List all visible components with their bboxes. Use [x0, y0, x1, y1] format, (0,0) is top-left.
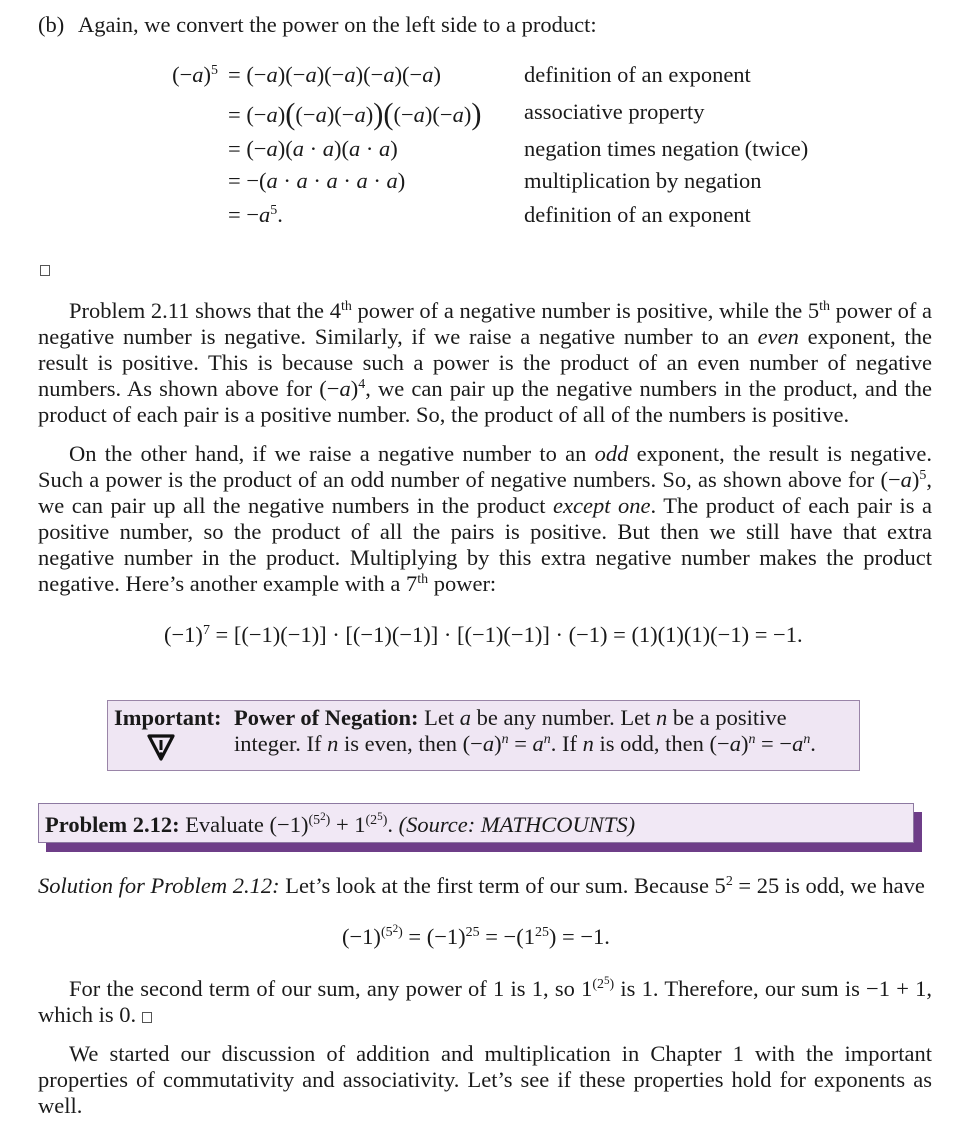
problem-statement: Problem 2.12: Evaluate $(-1)^{(5^2)} + 1^{(2^5)}$. (Source: MATHCOUNTS): [45, 810, 636, 837]
paragraph-even-exponent: Problem 2.11 shows that the 4th power of a negative number is positive, while the 5th power of a negative number is negative. Similarly, if we raise a negative number to an even exponent, the result is positive. This is because such a power is the product of an even number of negative numbers. As shown above for $(-a)^4$, we can pair up the negative numbers in the product, and the product of each pair is a positive number. So, the product of all of the numbers is positive.: [38, 298, 932, 427]
equation-seventh-power: $(-1)^7 = [(-1)(-1)] \cdot [(-1)(-1)] \cdot [(-1)(-1)] \cdot (-1) = (1)(1)(1)(-1) = -1$.: [164, 622, 803, 647]
derivation-reason: definition of an exponent: [524, 62, 751, 87]
derivation-row: [0, 202, 960, 232]
derivation-reason: multiplication by negation: [524, 168, 762, 193]
important-label: Important:: [114, 705, 222, 730]
derivation-reason: associative property: [524, 99, 705, 124]
problem-box: [38, 803, 914, 843]
derivation-reason: negation times negation (twice): [524, 136, 809, 161]
paragraph-second-term: For the second term of our sum, any power of 1 is 1, so 1$^{(2^5)}$ is 1. Therefore, our sum is −1 + 1, which is 0.: [38, 974, 933, 1027]
derivation-row: [0, 62, 960, 92]
qed-box: [40, 265, 50, 276]
problem-label: Problem 2.12:: [45, 812, 180, 837]
solution-label: Solution for Problem 2.12:: [38, 873, 280, 898]
derivation-row: [0, 99, 960, 129]
part-b-intro-text: Again, we convert the power on the left side to a product:: [78, 12, 597, 37]
paragraph-odd-exponent: On the other hand, if we raise a negative number to an odd exponent, the result is negative. Such a power is the product of an odd number of negative numbers. So, as shown above for $(-a)^5$, we can pair up all the negative numbers in the product except one. The product of each pair is a positive number, so the product of all the pairs is positive. But then we still have that extra negative number in the product. Multiplying by this extra negative number makes the product negative. Here’s another example with a 7th power:: [38, 441, 933, 596]
derivation-row: [0, 136, 960, 166]
problem-source: (Source: MATHCOUNTS): [398, 812, 636, 837]
solution: Solution for Problem 2.12: Let’s look at the first term of our sum. Because $5^2 = 25$ is odd, we have: [38, 873, 925, 898]
part-label: (b): [38, 12, 65, 37]
derivation-reason: definition of an exponent: [524, 202, 751, 227]
important-statement-line1: Power of Negation: Let a be any number. Let n be a positive: [234, 705, 787, 730]
derivation-rhs: = $-a^5$.: [228, 202, 283, 227]
derivation-rhs: = (−a)(−a)(−a)(−a)(−a): [228, 62, 441, 87]
derivation-row: [0, 168, 960, 198]
important-title: Power of Negation:: [234, 705, 419, 730]
derivation-lhs: $(-a)^5$: [172, 62, 218, 87]
derivation-rhs: = (−a)((−a)(−a))((−a)(−a)): [228, 97, 482, 131]
qed-box: [142, 1012, 152, 1023]
paragraph-closing: We started our discussion of addition and multiplication in Chapter 1 with the important properties of commutativity and associativity. Let’s see if these properties hold for exponents as well.: [38, 1041, 932, 1118]
derivation-rhs: = (−a)(a · a)(a · a): [228, 136, 398, 161]
equation-solution: $(-1)^{(5^2)} = (-1)^{25} = -(1^{25}) = -1$.: [342, 922, 610, 949]
part-b-intro: [38, 12, 597, 38]
important-statement-line2: integer. If n is even, then $(-a)^n = a^n$. If n is odd, then $(-a)^n = -a^n$.: [234, 731, 816, 756]
derivation-rhs: = −(a · a · a · a · a): [228, 168, 406, 193]
important-box: [107, 700, 860, 771]
warning-triangle-icon: [146, 732, 176, 762]
